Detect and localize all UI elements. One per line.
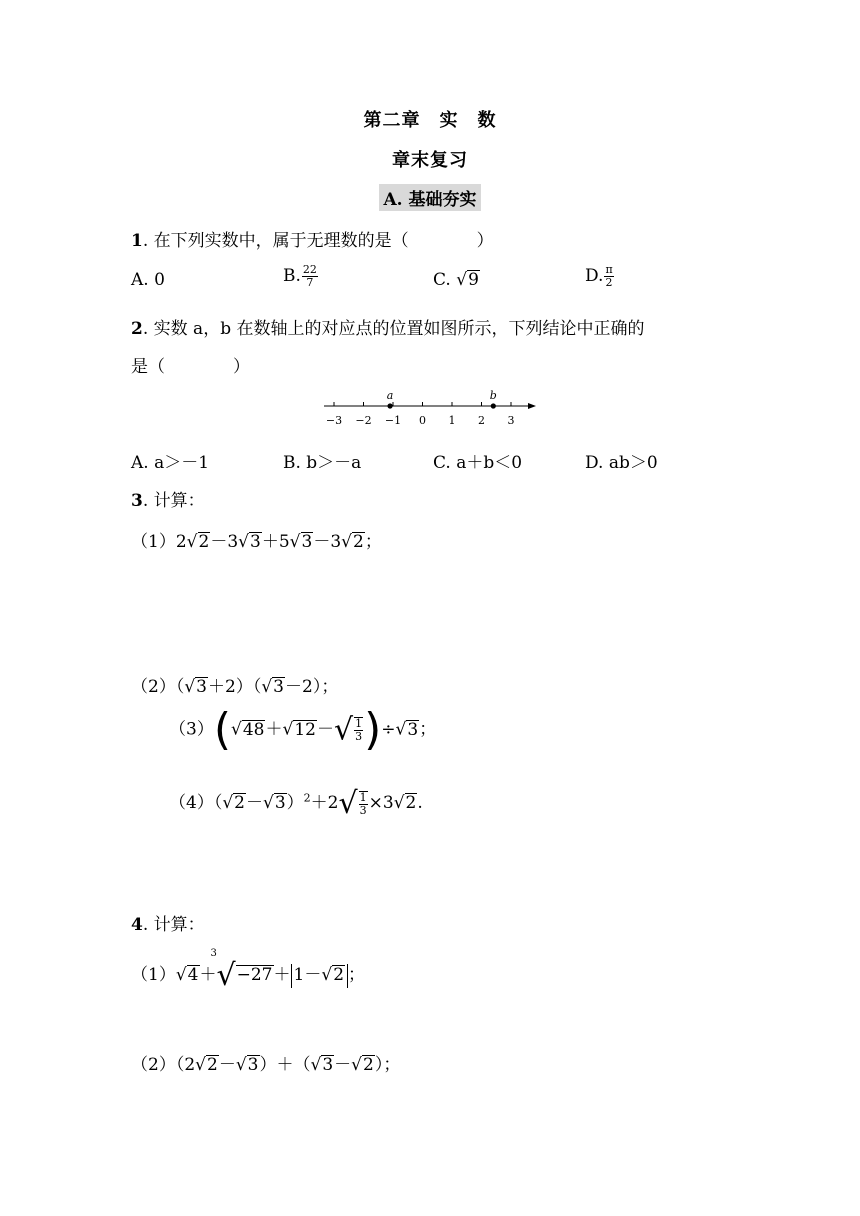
chapter-title: 第二章 实 数 <box>363 110 497 131</box>
question-number: 4 <box>131 915 143 935</box>
point-b-label: b <box>489 389 497 402</box>
question-2 <box>131 314 644 339</box>
question-number: 2 <box>131 319 143 339</box>
denominator: 2 <box>605 276 613 289</box>
option-prefix: B. <box>283 266 301 286</box>
question-number: 1 <box>131 231 143 251</box>
page-subtitle: 章末复习 <box>392 150 468 171</box>
q3-part-2: （2）（√3＋2）（√3－2）； <box>131 677 339 697</box>
question-1 <box>131 226 494 251</box>
q1-option-c <box>433 270 480 291</box>
point-a <box>387 403 392 408</box>
point-a-label: a <box>386 389 394 402</box>
tick-label: 0 <box>419 414 426 427</box>
option-prefix: D. <box>585 266 604 286</box>
q1-option-a: A. 0 <box>131 270 165 290</box>
q3-part-3: （3）(√48＋√12－√ $\frac{1}{3}$ )÷√3； <box>169 704 437 755</box>
question-text: . 实数 a，b 在数轴上的对应点的位置如图所示，下列结论中正确的 <box>142 319 645 339</box>
tick-label: −1 <box>384 414 402 427</box>
q3-part-1: （1）2√2－3√3＋5√3－3√2； <box>131 532 382 552</box>
question-text: . 计算： <box>142 491 205 511</box>
fraction <box>302 264 318 289</box>
part-label: （2） <box>131 677 176 697</box>
question-number: 3 <box>131 491 143 511</box>
question-text: . 在下列实数中，属于无理数的是（ ） <box>142 231 494 251</box>
number-line <box>320 388 540 432</box>
part-label: （3） <box>169 719 214 740</box>
q2-option-d: D. ab＞0 <box>585 453 658 473</box>
numerator: 22 <box>302 263 317 276</box>
radicand: 9 <box>468 270 479 290</box>
sqrt-icon: √ <box>456 270 468 290</box>
question-text: . 计算： <box>142 915 205 935</box>
option-prefix: C. <box>433 270 457 290</box>
point-b <box>491 403 496 408</box>
q4-part-1: （1）√4＋ 3 √−27＋ 1－√2 ； <box>131 948 366 993</box>
section-heading-wrap <box>0 184 860 211</box>
q3-part-4: $(4)(√2-√3)^2+2√$ $\frac{1}{3}$ ×3√2. <box>169 786 423 821</box>
q2-option-c: C. a＋b＜0 <box>433 453 523 473</box>
q1-option-b <box>283 264 319 289</box>
tick-label: 2 <box>478 414 485 427</box>
question-3 <box>131 486 205 511</box>
tick-label: 3 <box>507 414 515 427</box>
denominator: 7 <box>306 276 314 289</box>
part-label: （1） <box>131 965 176 985</box>
q4-part-2: （2）（2√2－√3）＋（√3－√2）； <box>131 1055 401 1075</box>
fraction <box>604 264 613 289</box>
part-label: （1） <box>131 532 176 552</box>
numerator: π <box>605 263 613 276</box>
q2-option-b: B. b＞－a <box>283 453 362 473</box>
part-label: （4） <box>169 793 214 813</box>
tick-label: 1 <box>448 414 456 427</box>
arrow-icon <box>528 403 536 409</box>
tick-label: −3 <box>325 414 343 427</box>
tick-label: −2 <box>355 414 372 427</box>
q2-option-a: A. a＞－1 <box>131 453 210 473</box>
q1-option-d <box>585 264 615 289</box>
question-4 <box>131 910 205 935</box>
part-label: （2） <box>131 1055 176 1075</box>
question-2-line2: 是（ ） <box>131 357 250 377</box>
section-heading: A. 基础夯实 <box>379 184 480 211</box>
